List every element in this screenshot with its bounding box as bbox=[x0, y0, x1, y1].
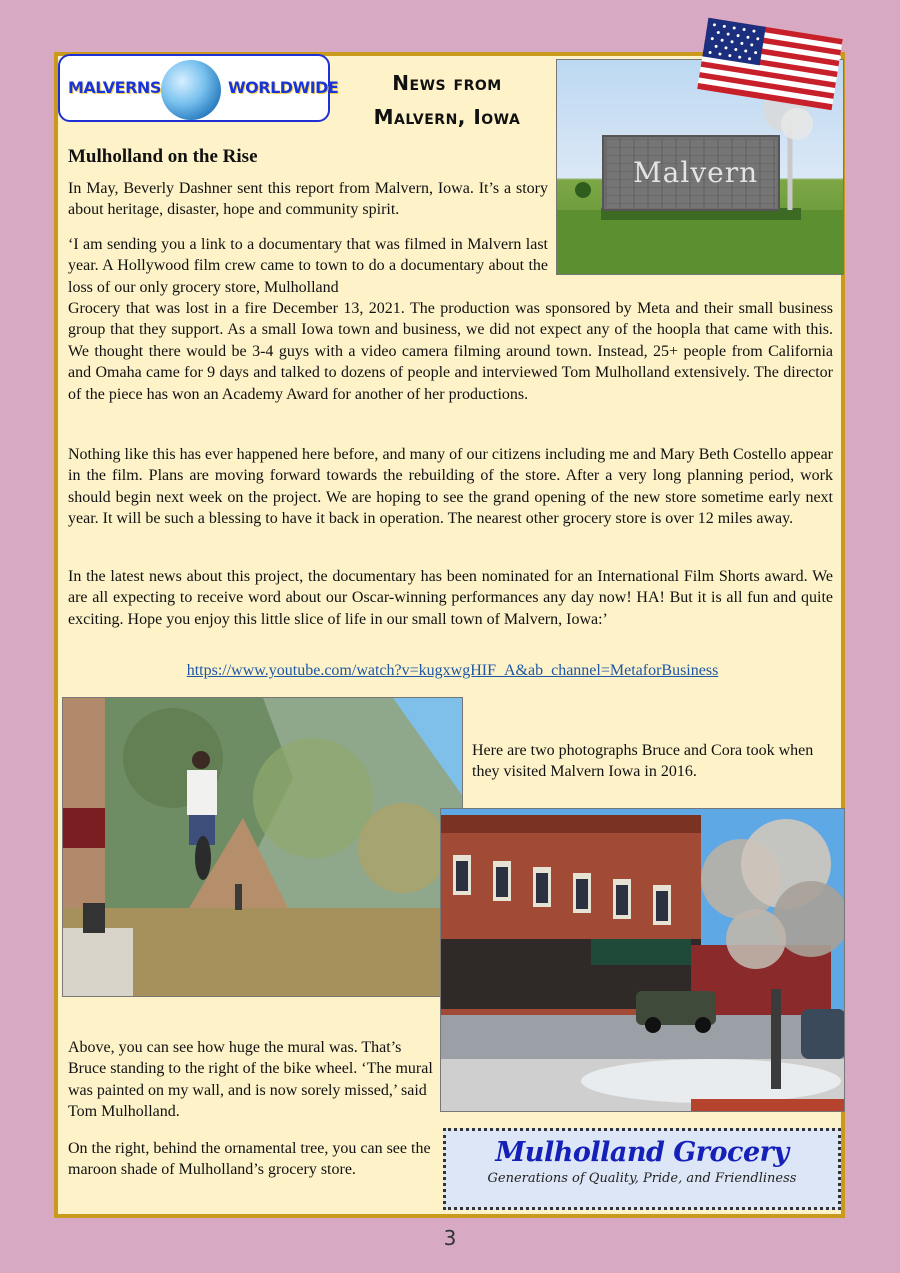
paragraph-1: In May, Beverly Dashner sent this report from Malvern, Iowa. It’s a story about heritage, disaster, hope and community spirit. bbox=[68, 180, 548, 219]
mulholland-grocery-box bbox=[443, 1128, 841, 1210]
us-flag-icon bbox=[696, 14, 844, 114]
photos-intro-caption: Here are two photographs Bruce and Cora took when they visited Malvern Iowa in 2016. bbox=[472, 742, 814, 781]
mural-photo bbox=[62, 697, 463, 997]
street-scene bbox=[441, 809, 845, 1112]
documentary-link[interactable]: https://www.youtube.com/watch?v=kugxwgHIF_A&ab_channel=MetaforBusiness bbox=[186, 662, 719, 679]
street-caption: On the right, behind the ornamental tree, you can see the maroon shade of Mulholland’s grocery store. bbox=[68, 1140, 431, 1179]
grocery-tagline: Generations of Quality, Pride, and Friendliness bbox=[487, 1171, 797, 1186]
paragraph-3: Nothing like this has ever happened here before, and many of our citizens including me and Mary Beth Costello appear in the film. Plans are moving forward towards the rebuilding of the store. After a very long planning period, work should begin next week on the project. We are hoping to see the grand opening of the new store sometime early next year. It will be such a blessing to have it back in operation. The nearest other grocery store is over 12 miles away. bbox=[68, 446, 833, 528]
page-number: 3 bbox=[443, 1226, 457, 1250]
mural-caption: Above, you can see how huge the mural was. That’s Bruce standing to the right of the bike wheel. ‘The mural was painted on my wall, and is now sorely missed,’ said Tom Mulholland. bbox=[68, 1039, 433, 1121]
article-heading: Mulholland on the Rise bbox=[68, 146, 258, 167]
paragraph-2b: Grocery that was lost in a fire December 13, 2021. The production was sponsored by Meta and their small business group that they support. As a small Iowa town and business, we did not expect any of the hoopla that came with this. We thought there would be 3-4 guys with a video camera filming around town. Instead, 25+ people from California and Omaha came for 9 days and talked to dozens of people and interviewed Tom Mulholland extensively. The director of the piece has won an Academy Award for another of her productions. bbox=[68, 300, 833, 403]
grocery-name: Mulholland Grocery bbox=[495, 1137, 789, 1168]
title-line-2: Malvern, Iowa bbox=[373, 105, 521, 129]
logo-right-text: WORLDWIDE bbox=[228, 78, 339, 97]
paragraph-2a: ‘I am sending you a link to a documentary that was filmed in Malvern last year. A Hollywood film crew came to town to do a documentary about the loss of our only grocery store, Mulholland bbox=[68, 236, 548, 296]
page-title bbox=[338, 66, 556, 134]
malverns-worldwide-logo bbox=[58, 54, 339, 122]
mural-scene bbox=[63, 698, 463, 997]
street-photo bbox=[440, 808, 845, 1112]
logo-left-text: MALVERNS bbox=[68, 78, 161, 97]
paragraph-4: In the latest news about this project, the documentary has been nominated for an International Film Shorts award. We are all expecting to receive word about our Oscar-winning performances any day now! HA! But it is all fun and quite exciting. Hope you enjoy this little slice of life in our small town of Malvern, Iowa:’ bbox=[68, 568, 833, 628]
title-line-1: News from bbox=[392, 71, 502, 95]
sign-text: Malvern bbox=[633, 156, 759, 189]
globe-icon bbox=[161, 60, 221, 120]
